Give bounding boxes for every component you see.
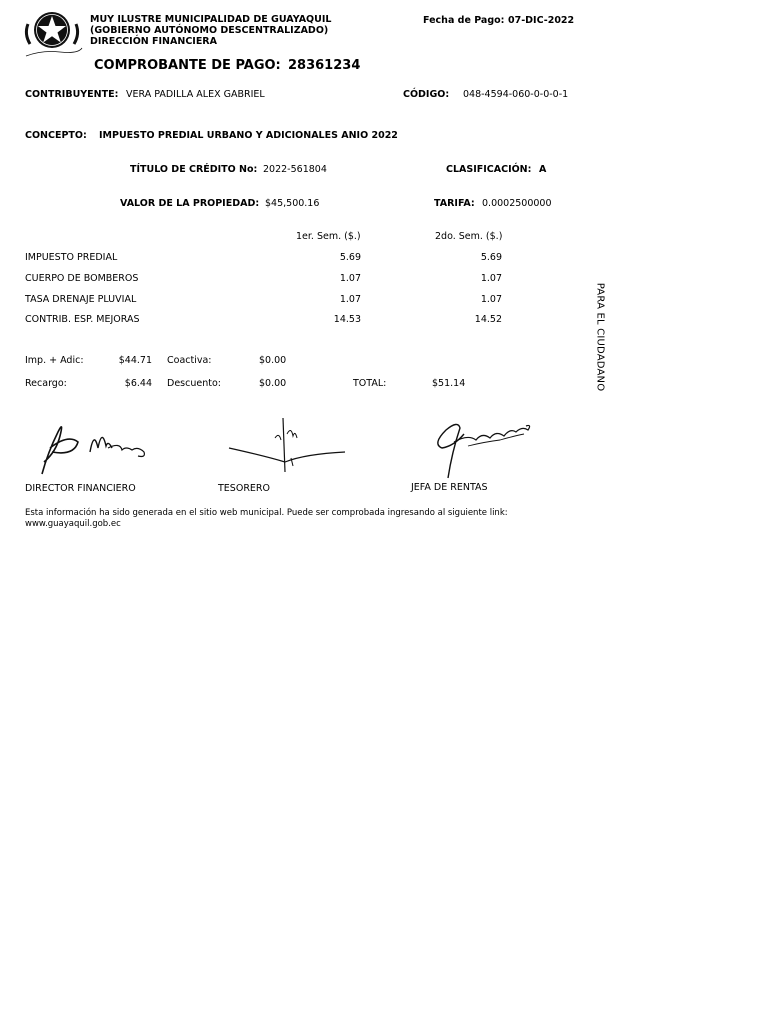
row-sem1: 1.07 [339,273,361,284]
coactiva-label: Coactiva: [167,355,212,366]
receipt-label: COMPROBANTE DE PAGO: [94,58,281,73]
tax-additional-value: $44.71 [118,355,152,366]
director-title: DIRECTOR FINANCIERO [25,483,136,494]
code-value: 048-4594-060-0-0-0-1 [463,89,569,100]
discount-label: Descuento: [167,378,221,389]
code-label: CÓDIGO: [403,89,450,100]
concept-label: CONCEPTO: [25,130,87,141]
discount-value: $0.00 [259,378,287,389]
rate-label: TARIFA: [434,198,475,209]
receipt-number: 28361234 [288,58,361,73]
column-header-sem1: 1er. Sem. ($.) [296,231,361,242]
header-line-1: MUY ILUSTRE MUNICIPALIDAD DE GUAYAQUIL [90,14,332,25]
header-line-3: DIRECCIÓN FINANCIERA [90,36,217,47]
municipal-seal-logo [22,10,84,60]
row-concept: CUERPO DE BOMBEROS [25,273,139,284]
head-of-revenue-signature [424,412,539,484]
director-signature [34,412,154,486]
surcharge-value: $6.44 [124,378,152,389]
row-sem1: 1.07 [339,294,361,305]
rate-value: 0.0002500000 [482,198,552,209]
row-sem2: 1.07 [480,273,502,284]
head-of-revenue-title: JEFA DE RENTAS [411,482,488,493]
row-sem1: 14.53 [333,314,361,325]
row-concept: TASA DRENAJE PLUVIAL [25,294,137,305]
treasurer-signature [225,414,350,480]
citizen-copy-note: PARA EL CIUDADANO [594,282,606,392]
payment-date-label: Fecha de Pago: [423,15,505,26]
total-value: $51.14 [432,378,466,389]
coactiva-value: $0.00 [259,355,287,366]
credit-title-value: 2022-561804 [263,164,327,175]
footer-note: Esta información ha sido generada en el sitio web municipal. Puede ser comprobada ingresando al siguiente link: [25,508,508,518]
tax-additional-label: Imp. + Adic: [25,355,84,366]
footer-link[interactable]: www.guayaquil.gob.ec [25,519,121,529]
row-sem2: 14.52 [474,314,502,325]
classification-value: A [539,164,547,175]
property-value-label: VALOR DE LA PROPIEDAD: [120,198,260,209]
surcharge-label: Recargo: [25,378,67,389]
concept-value: IMPUESTO PREDIAL URBANO Y ADICIONALES ANIO 2022 [99,130,398,141]
row-sem2: 5.69 [480,252,502,263]
taxpayer-label: CONTRIBUYENTE: [25,89,119,100]
row-sem2: 1.07 [480,294,502,305]
payment-date-value: 07-DIC-2022 [508,15,575,26]
property-value: $45,500.16 [265,198,320,209]
total-label: TOTAL: [353,378,387,389]
classification-label: CLASIFICACIÓN: [446,164,532,175]
row-concept: IMPUESTO PREDIAL [25,252,118,263]
column-header-sem2: 2do. Sem. ($.) [435,231,503,242]
row-sem1: 5.69 [339,252,361,263]
treasurer-title: TESORERO [218,483,270,494]
row-concept: CONTRIB. ESP. MEJORAS [25,314,140,325]
header-line-2: (GOBIERNO AUTÓNOMO DESCENTRALIZADO) [90,25,329,36]
credit-title-label: TÍTULO DE CRÉDITO No: [130,164,258,175]
taxpayer-value: VERA PADILLA ALEX GABRIEL [126,89,265,100]
